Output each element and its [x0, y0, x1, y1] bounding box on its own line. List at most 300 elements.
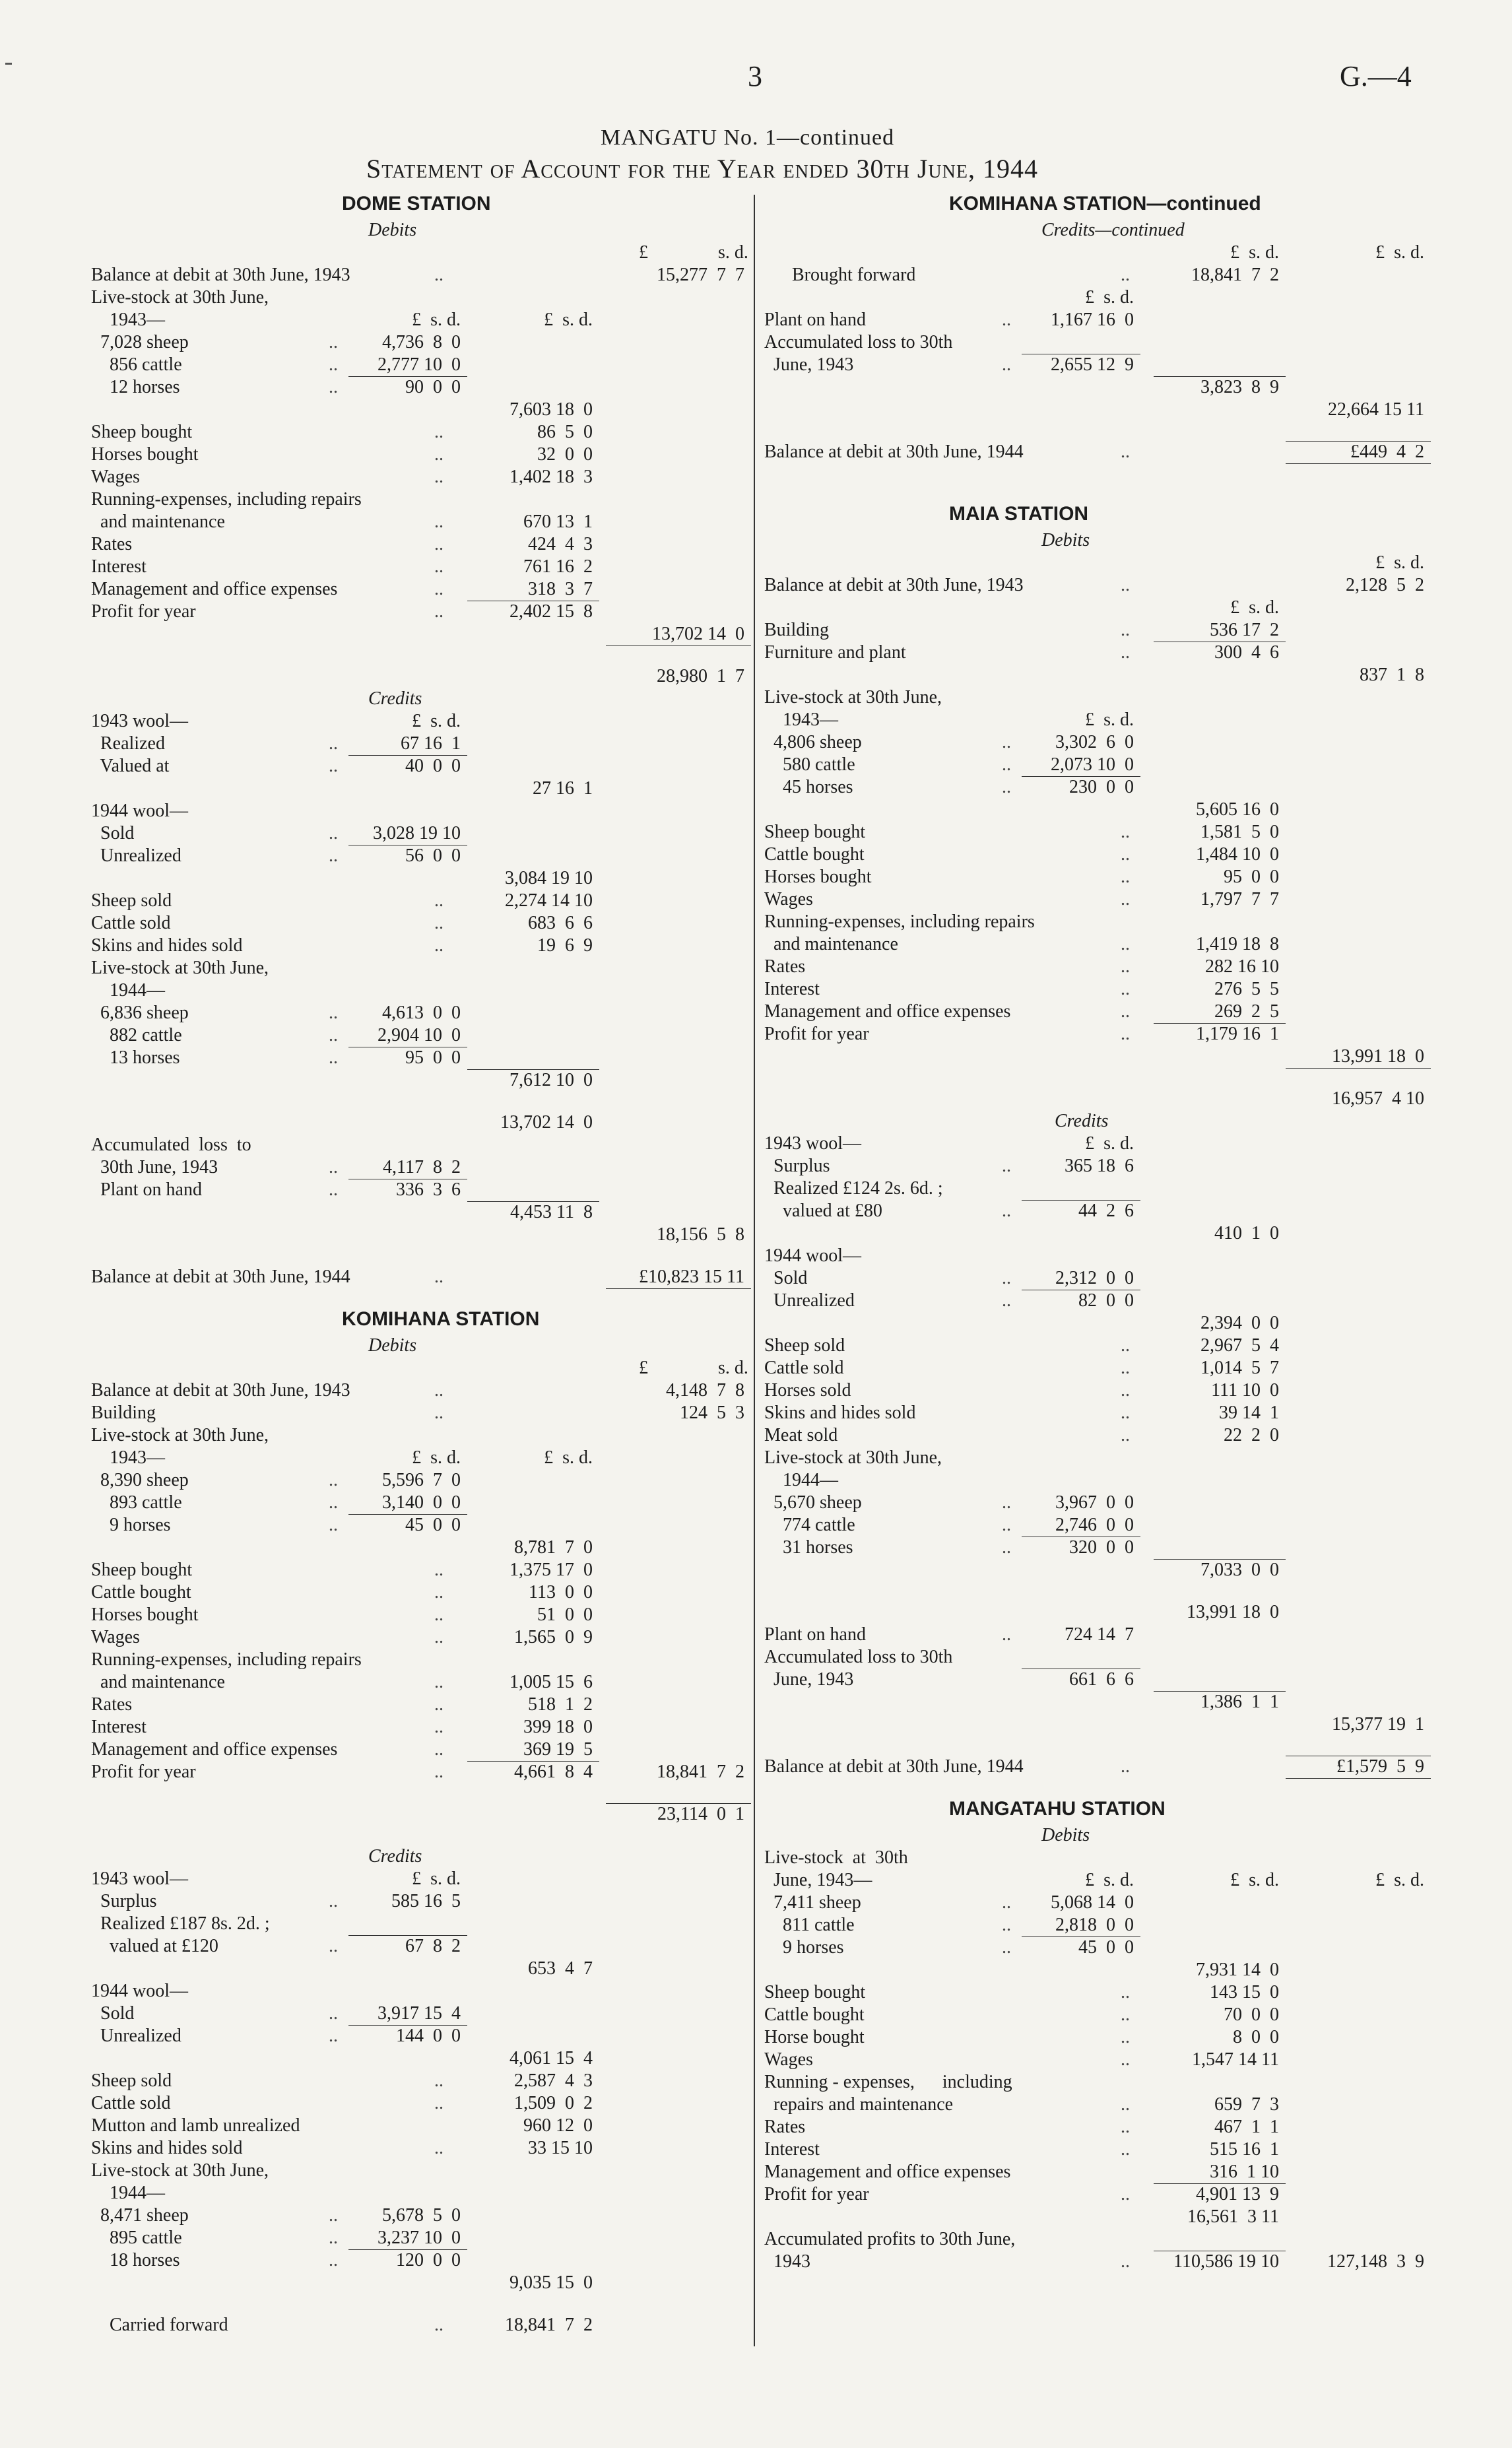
line-label: Brought forward — [764, 265, 916, 285]
line-label: Accumulated loss to 30th — [764, 332, 953, 352]
ledger-row — [91, 1803, 744, 1826]
ledger-row — [91, 845, 744, 867]
leader-dots: .. — [434, 890, 444, 911]
line-label: Sheep bought — [91, 1560, 193, 1580]
amount-c2: 113 0 0 — [529, 1582, 593, 1603]
leader-dots: .. — [329, 1157, 338, 1177]
ledger-row — [764, 1155, 1424, 1177]
ledger-row — [91, 822, 744, 845]
ledger-row — [764, 1514, 1424, 1537]
line-label: 18 horses — [91, 2250, 180, 2270]
amount-c1: 661 6 6 — [1069, 1669, 1134, 1690]
ledger-row — [91, 1980, 744, 2002]
ledger-row — [764, 2228, 1424, 2251]
ledger-row — [91, 1581, 744, 1604]
ledger-row — [764, 1914, 1424, 1936]
ledger-row — [91, 1156, 744, 1179]
line-label: Management and office expenses — [764, 1001, 1011, 1022]
line-label: 1943 — [764, 2251, 810, 2272]
ledger-row — [91, 1469, 744, 1492]
leader-dots: .. — [1002, 1492, 1011, 1513]
ledger-row — [764, 1379, 1424, 1402]
leader-dots: .. — [1121, 2117, 1130, 2137]
ledger-row — [91, 2160, 744, 2182]
ledger-row — [91, 1935, 744, 1958]
section-label: Credits — [368, 1846, 422, 1867]
ledger-row — [764, 1312, 1424, 1335]
line-label: Balance at debit at 30th June, 1943 — [91, 1380, 350, 1401]
ledger-row — [91, 1890, 744, 1913]
leader-dots: .. — [1002, 1268, 1011, 1288]
amount-c2: 1,797 7 7 — [1200, 889, 1279, 910]
line-label: 893 cattle — [91, 1492, 182, 1513]
ledger-row — [91, 1868, 744, 1890]
line-label: repairs and maintenance — [764, 2094, 954, 2115]
ledger-row — [91, 2272, 744, 2294]
line-label: Unrealized — [91, 845, 181, 866]
amount-c2: 33 15 10 — [528, 2138, 593, 2158]
section-subheading — [91, 1335, 744, 1357]
leader-dots: .. — [434, 601, 444, 622]
leader-dots: .. — [434, 935, 444, 956]
line-label: Plant on hand — [764, 1624, 866, 1645]
line-label: Sheep bought — [764, 822, 866, 842]
amount-c1: 320 0 0 — [1069, 1537, 1134, 1558]
sum-rule — [1154, 1023, 1286, 1024]
ledger-row — [764, 1624, 1424, 1646]
amount-c1: 1,167 16 0 — [1051, 310, 1134, 330]
line-label: Realized — [91, 733, 165, 754]
station-heading — [764, 193, 1424, 219]
line-label: 1943 wool— — [91, 711, 188, 731]
row-spacer — [91, 1826, 744, 1845]
leader-dots: .. — [434, 444, 444, 465]
line-label: 9 horses — [764, 1937, 844, 1958]
amount-c1: 724 14 7 — [1065, 1624, 1134, 1645]
line-label: Running-expenses, including repairs — [91, 489, 362, 510]
section-subheading — [764, 1824, 1424, 1847]
ledger-row — [764, 1492, 1424, 1514]
line-label: Sheep sold — [91, 2070, 172, 2091]
leader-dots: .. — [1121, 1024, 1130, 1044]
line-label: 1943 wool— — [764, 1133, 861, 1154]
amount-c1: 2,312 0 0 — [1055, 1268, 1134, 1288]
sum-rule — [348, 755, 467, 756]
amount-c1: £ s. d. — [1085, 1133, 1134, 1154]
amount-c1: 2,746 0 0 — [1055, 1515, 1134, 1535]
leader-dots: .. — [1121, 979, 1130, 999]
line-label: Sheep sold — [764, 1335, 845, 1356]
amount-c1: 5,596 7 0 — [382, 1470, 461, 1490]
ledger-row — [764, 552, 1424, 574]
sum-rule — [348, 1935, 467, 1936]
ledger-row — [764, 686, 1424, 709]
line-label: Cattle sold — [91, 2093, 171, 2113]
ledger-row — [91, 421, 744, 444]
amount-c2: 3,084 19 10 — [505, 868, 593, 888]
ledger-row — [764, 1936, 1424, 1959]
ledger-row — [764, 731, 1424, 754]
line-label: Live-stock at 30th June, — [91, 958, 269, 978]
ledger-row — [764, 844, 1424, 866]
line-label: Profit for year — [764, 1024, 869, 1044]
ledger-row — [91, 1492, 744, 1514]
line-label: 1943 wool— — [91, 1869, 188, 1889]
line-label: 5,670 sheep — [764, 1492, 862, 1513]
amount-c1: 5,678 5 0 — [382, 2205, 461, 2226]
amount-c1: 3,237 10 0 — [378, 2228, 461, 2248]
leader-dots: .. — [1121, 1001, 1130, 1022]
line-label: Sold — [764, 1268, 808, 1288]
line-label: 856 cattle — [91, 354, 182, 375]
amount-c3: £1,579 5 9 — [1336, 1756, 1424, 1777]
ledger-row — [91, 1514, 744, 1537]
row-spacer — [91, 645, 744, 665]
leader-dots: .. — [329, 1515, 338, 1535]
ledger-row — [764, 1357, 1424, 1379]
section-label: Debits — [1041, 1825, 1090, 1845]
line-label: 1943— — [91, 310, 165, 330]
ledger-row — [764, 664, 1424, 686]
ledger-row — [764, 1045, 1424, 1068]
line-label: Live-stock at 30th — [764, 1847, 908, 1868]
leader-dots: .. — [1121, 265, 1130, 285]
ledger-row — [91, 601, 744, 623]
amount-c2: 316 1 10 — [1210, 2162, 1279, 2182]
amount-c2: 683 6 6 — [528, 913, 593, 933]
section-label: Debits — [368, 220, 417, 240]
line-label: Mutton and lamb unrealized — [91, 2115, 300, 2136]
amount-c2: 2,274 14 10 — [505, 890, 593, 911]
amount-c2: 110,586 19 10 — [1173, 2251, 1279, 2272]
line-label: Surplus — [764, 1156, 830, 1176]
amount-c2: 8,781 7 0 — [514, 1537, 593, 1558]
leader-dots: .. — [1121, 889, 1130, 910]
line-label: Profit for year — [91, 601, 196, 622]
line-label: Valued at — [91, 756, 170, 776]
ledger-row — [91, 533, 744, 556]
line-label: Live-stock at 30th June, — [764, 687, 942, 708]
ledger-row — [91, 800, 744, 822]
ledger-row — [91, 1179, 744, 1201]
amount-c2: 1,565 0 9 — [514, 1627, 593, 1647]
leader-dots: .. — [1121, 575, 1130, 595]
amount-c2: 653 4 7 — [528, 1958, 593, 1979]
leader-dots: .. — [1121, 2251, 1130, 2272]
ledger-row — [764, 1335, 1424, 1357]
ledger-row — [91, 2002, 744, 2025]
amount-c3: 837 1 8 — [1360, 665, 1424, 685]
margin-mark — [5, 63, 12, 65]
amount-c2: 670 13 1 — [523, 512, 593, 532]
ledger-row — [764, 2251, 1424, 2273]
amount-c1: £ s. d. — [1085, 1870, 1134, 1890]
line-label: Rates — [764, 956, 806, 977]
line-label: June, 1943— — [764, 1870, 872, 1890]
amount-c1: 2,655 12 9 — [1051, 354, 1134, 375]
row-spacer — [764, 483, 1424, 503]
ledger-row — [764, 1177, 1424, 1200]
amount-c2: 318 3 7 — [528, 579, 593, 599]
amount-c3: 18,156 5 8 — [657, 1224, 744, 1245]
line-label: Interest — [764, 979, 820, 999]
line-label: Surplus — [91, 1891, 157, 1911]
ledger-row — [91, 733, 744, 755]
line-label: 9 horses — [91, 1515, 171, 1535]
leader-dots: .. — [329, 2205, 338, 2226]
column-divider — [754, 195, 755, 2346]
sum-rule — [348, 2249, 467, 2250]
ledger-row — [764, 642, 1424, 664]
line-label: Wages — [764, 889, 813, 910]
section-label: Debits — [1041, 530, 1090, 550]
ledger-row — [764, 574, 1424, 597]
line-label: 1944— — [91, 980, 165, 1001]
leader-dots: .. — [1121, 1380, 1130, 1401]
ledger-row — [91, 1958, 744, 1980]
ledger-row — [91, 1201, 744, 1224]
amount-c1: 67 8 2 — [405, 1936, 461, 1956]
leader-dots: .. — [1121, 642, 1130, 663]
amount-c3: £ s. d. — [1375, 1870, 1424, 1890]
leader-dots: .. — [329, 2250, 338, 2270]
leader-dots: .. — [329, 756, 338, 776]
right-column — [764, 193, 1424, 2273]
section-subheading — [764, 219, 1424, 242]
ledger-row — [764, 597, 1424, 619]
amount-c1: £ s. d. — [412, 1869, 461, 1889]
line-label: 8,390 sheep — [91, 1470, 189, 1490]
amount-c1: 120 0 0 — [396, 2250, 461, 2270]
ledger-row — [764, 933, 1424, 956]
ledger-row — [91, 1447, 744, 1469]
amount-c2: 276 5 5 — [1214, 979, 1279, 999]
amount-c1: £ s. d. — [412, 1447, 461, 1468]
line-label: Live-stock at 30th June, — [91, 287, 269, 308]
ledger-row — [91, 2092, 744, 2115]
row-spacer — [91, 1092, 744, 1111]
line-label: 6,836 sheep — [91, 1003, 189, 1023]
ledger-row — [91, 890, 744, 912]
line-label: 580 cattle — [764, 754, 855, 775]
amount-c3: 22,664 15 11 — [1328, 399, 1424, 420]
row-spacer — [764, 1068, 1424, 1088]
line-label: Running-expenses, including repairs — [91, 1649, 362, 1670]
ledger-row — [764, 1088, 1424, 1110]
amount-c2: 16,561 3 11 — [1187, 2206, 1279, 2227]
amount-c2: 1,419 18 8 — [1196, 934, 1279, 954]
ledger-row — [764, 1646, 1424, 1669]
amount-c1: 44 2 6 — [1078, 1201, 1134, 1221]
ledger-row — [764, 2161, 1424, 2183]
ledger-row — [91, 376, 744, 399]
leader-dots: .. — [1002, 1892, 1011, 1913]
leader-dots: .. — [329, 845, 338, 866]
leader-dots: .. — [1121, 1403, 1130, 1423]
ledger-row — [91, 309, 744, 331]
leader-dots: .. — [434, 1672, 444, 1692]
ledger-row — [91, 623, 744, 645]
ledger-row — [91, 1626, 744, 1649]
leader-dots: .. — [1002, 1515, 1011, 1535]
ledger-row — [764, 2206, 1424, 2228]
leader-dots: .. — [1121, 2027, 1130, 2047]
page-title: MANGATU No. 1—continued — [601, 125, 895, 150]
section-subheading — [91, 688, 744, 710]
line-label: Sold — [91, 2003, 135, 2024]
line-label: June, 1943 — [764, 1669, 854, 1690]
line-label: Interest — [91, 1717, 147, 1737]
amount-c2: 32 0 0 — [537, 444, 593, 465]
ledger-row — [764, 376, 1424, 399]
ledger-row — [764, 264, 1424, 286]
leader-dots: .. — [329, 1936, 338, 1956]
line-label: 12 horses — [91, 377, 180, 397]
amount-c2: 2,587 4 3 — [514, 2070, 593, 2091]
leader-dots: .. — [1121, 934, 1130, 954]
amount-c1: 56 0 0 — [405, 845, 461, 866]
leader-dots: .. — [434, 422, 444, 442]
ledger-row — [764, 1601, 1424, 1624]
leader-dots: .. — [1002, 1624, 1011, 1645]
ledger-row — [764, 1537, 1424, 1559]
ledger-row — [764, 1869, 1424, 1892]
sum-rule — [467, 1201, 599, 1202]
line-label: 1944 wool— — [764, 1245, 861, 1266]
ledger-row — [764, 242, 1424, 264]
ledger-row — [91, 1024, 744, 1047]
sum-rule — [348, 2025, 467, 2026]
ledger-row — [764, 2183, 1424, 2206]
sum-rule — [467, 1069, 599, 1070]
ledger-row — [91, 1537, 744, 1559]
ledger-row — [764, 821, 1424, 844]
ledger-row — [764, 1290, 1424, 1312]
amount-c2: 536 17 2 — [1210, 620, 1279, 640]
line-label: Wages — [91, 467, 140, 487]
ledger-row — [91, 264, 744, 286]
amount-c3: 15,277 7 7 — [657, 265, 744, 285]
ledger-row — [91, 1266, 744, 1288]
ledger-row — [764, 1847, 1424, 1869]
line-label: Balance at debit at 30th June, 1943 — [764, 575, 1024, 595]
row-spacer — [764, 1736, 1424, 1756]
ledger-row — [91, 1671, 744, 1694]
leader-dots: .. — [1121, 1425, 1130, 1445]
line-label: Accumulated profits to 30th June, — [764, 2229, 1016, 2249]
line-label: Balance at debit at 30th June, 1943 — [91, 265, 350, 285]
amount-c1: 95 0 0 — [405, 1047, 461, 1068]
line-label: Horses bought — [764, 867, 872, 887]
ledger-row — [764, 1756, 1424, 1778]
line-label: Unrealized — [764, 1290, 855, 1311]
ledger-row — [764, 776, 1424, 799]
leader-dots: .. — [434, 534, 444, 554]
leader-dots: .. — [434, 579, 444, 599]
ledger-row — [764, 866, 1424, 888]
amount-c3: 23,114 0 1 — [657, 1804, 744, 1824]
line-label: Rates — [764, 2117, 806, 2137]
line-label: valued at £120 — [91, 1936, 218, 1956]
amount-c2: 111 10 0 — [1211, 1380, 1279, 1401]
total-rule — [1286, 441, 1431, 442]
ledger-row — [91, 488, 744, 511]
amount-c1: 3,917 15 4 — [378, 2003, 461, 2024]
ledger-row — [91, 1649, 744, 1671]
ledger-row — [91, 1047, 744, 1069]
amount-c2: 2,394 0 0 — [1200, 1313, 1279, 1333]
section-subheading — [91, 219, 744, 242]
amount-c1: 585 16 5 — [391, 1891, 461, 1911]
amount-c3: 18,841 7 2 — [657, 1762, 744, 1782]
ledger-row — [764, 619, 1424, 642]
line-label: Management and office expenses — [91, 1739, 338, 1760]
station-title: DOME STATION — [342, 193, 491, 215]
amount-c2: 518 1 2 — [528, 1694, 593, 1715]
amount-c3: 2,128 5 2 — [1346, 575, 1424, 595]
leader-dots: .. — [434, 1403, 444, 1423]
ledger-row — [91, 331, 744, 354]
line-label: Furniture and plant — [764, 642, 906, 663]
amount-c3: 127,148 3 9 — [1327, 2251, 1424, 2272]
section-label: Debits — [368, 1335, 417, 1356]
ledger-row — [764, 1133, 1424, 1155]
leader-dots: .. — [1121, 822, 1130, 842]
ledger-row — [764, 1447, 1424, 1469]
station-title: MANGATAHU STATION — [949, 1798, 1166, 1820]
line-label: Balance at debit at 30th June, 1944 — [764, 1756, 1024, 1777]
line-label: Live-stock at 30th June, — [764, 1447, 942, 1468]
sum-rule — [348, 1514, 467, 1515]
ledger-row — [91, 777, 744, 800]
amount-c2: 86 5 0 — [537, 422, 593, 442]
leader-dots: .. — [434, 1560, 444, 1580]
ledger-row — [91, 2070, 744, 2092]
ledger-row — [764, 956, 1424, 978]
amount-c2: 7,931 14 0 — [1196, 1960, 1279, 1980]
leader-dots: .. — [1121, 2004, 1130, 2025]
page-number: 3 — [748, 60, 762, 92]
line-label: Running - expenses, including — [764, 2072, 1012, 2092]
amount-c2: 18,841 7 2 — [1191, 265, 1279, 285]
leader-dots: .. — [329, 1047, 338, 1068]
line-label: 774 cattle — [764, 1515, 855, 1535]
line-label: 895 cattle — [91, 2228, 182, 2248]
row-spacer — [764, 421, 1424, 441]
amount-c2: 7,603 18 0 — [509, 399, 593, 420]
amount-c2: 3,823 8 9 — [1200, 377, 1279, 397]
amount-c2: £ s. d. — [1230, 597, 1279, 618]
amount-c2: 13,991 18 0 — [1187, 1602, 1279, 1622]
sum-rule — [467, 1761, 599, 1762]
ledger-row — [91, 286, 744, 309]
amount-c3: £ s. d. — [1375, 552, 1424, 573]
line-label: Accumulated loss to 30th — [764, 1647, 953, 1667]
amount-c1: 365 18 6 — [1065, 1156, 1134, 1176]
leader-dots: .. — [329, 377, 338, 397]
amount-c1: £ s. d. — [1085, 710, 1134, 730]
leader-dots: .. — [1121, 2049, 1130, 2070]
line-label: and maintenance — [91, 1672, 225, 1692]
ledger-row — [91, 2314, 744, 2336]
ledger-row — [91, 867, 744, 890]
line-label: Balance at debit at 30th June, 1944 — [764, 442, 1024, 462]
line-label: 13 horses — [91, 1047, 180, 1068]
amount-c3: £ s. d. — [1375, 242, 1424, 263]
line-label: Running-expenses, including repairs — [764, 911, 1035, 932]
leader-dots: .. — [1121, 956, 1130, 977]
ledger-row — [91, 710, 744, 733]
